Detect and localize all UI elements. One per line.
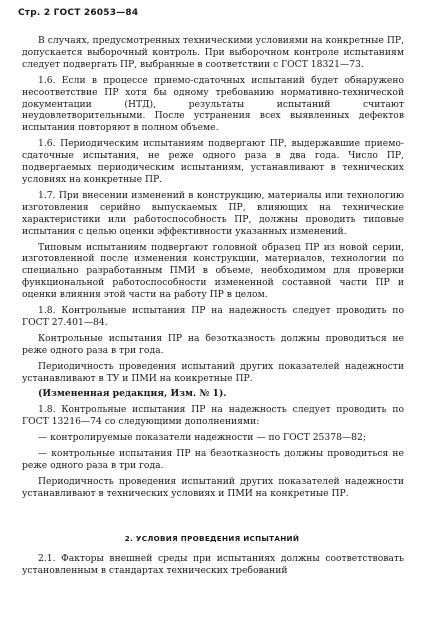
section-text (22, 553, 404, 577)
paragraph-periodicity-a: Периодичность проведения испытаний других показателей надежности устанавливают в ТУ и ПМИ на конкретные ПР. (22, 360, 404, 384)
amendment-note: (Измененная редакция, Изм. № 1). (38, 388, 227, 400)
paragraph-periodicity-b: Периодичность проведения испытаний других показателей надежности устанавливают в технических условиях и ПМИ на конкретные ПР. (22, 475, 404, 499)
paragraph-1-6-b: 1.6. Периодическим испытаниям подвергают ПР, выдержавшие приемо-сдаточные испытания, не реже одного раза в два года. Число ПР, подвергаемых периодическим испытаниям, устанавливают в технических условиях на конкретные ПР. (22, 138, 404, 185)
list-item-indicators: — контролируемые показатели надежности — по ГОСТ 25378—82; (38, 432, 366, 444)
page-header: Стр. 2 ГОСТ 26053—84 (18, 8, 139, 18)
paragraph-1-7: 1.7. При внесении изменений в конструкцию, материалы или технологию изготовления серийно выпускаемых ПР, влияющих на технические характеристики или работоспособность ПР, должны проводить типовые испытания с целью оценки эффективности указанных изменений. (22, 189, 404, 237)
paragraph-1-8-b: 1.8. Контрольные испытания ПР на надежность следует проводить по ГОСТ 13216—74 со следующими дополнениями: (22, 404, 404, 428)
main-text (22, 35, 404, 504)
paragraph-sampling: В случаях, предусмотренных техническими условиями на конкретные ПР, допускается выборочный контроль. При выборочном контроле испытаниям следует подвергать ПР, выбранные в соответствии с ГОСТ 18321—73. (22, 35, 404, 70)
paragraph-reliability-a: Контрольные испытания ПР на безотказность должны проводиться не реже одного раза в три года. (22, 332, 404, 356)
paragraph-1-8-a: 1.8. Контрольные испытания ПР на надежность следует проводить по ГОСТ 27.401—84. (22, 305, 404, 328)
paragraph-type-tests: Типовым испытаниям подвергают головной образец ПР из новой серии, изготовленной после изменения конструкции, материалов, технологии по специально разработанным ПМИ в объеме, необходимом для проверки функциональной работоспособности измененной составной части ПР и оценки влияния этой части на работу ПР в целом. (22, 241, 404, 301)
paragraph-2-1: 2.1. Факторы внешней среды при испытаниях должны соответствовать установленным в стандартах технических требований (22, 553, 404, 576)
list-item-reliability: — контрольные испытания ПР на безотказность должны проводиться не реже одного раза в три года. (22, 448, 404, 471)
paragraph-1-6-a: 1.6. Если в процессе приемо-сдаточных испытаний будет обнаружено несоответствие ПР хотя бы одному требованию нормативно-технической документации (НТД), результаты испытаний считают неудовлетворительными. После устранения всех выявленных дефектов испытания повторяют в полном объеме. (22, 74, 404, 134)
section-title: 2. УСЛОВИЯ ПРОВЕДЕНИЯ ИСПЫТАНИЙ (124, 534, 300, 543)
